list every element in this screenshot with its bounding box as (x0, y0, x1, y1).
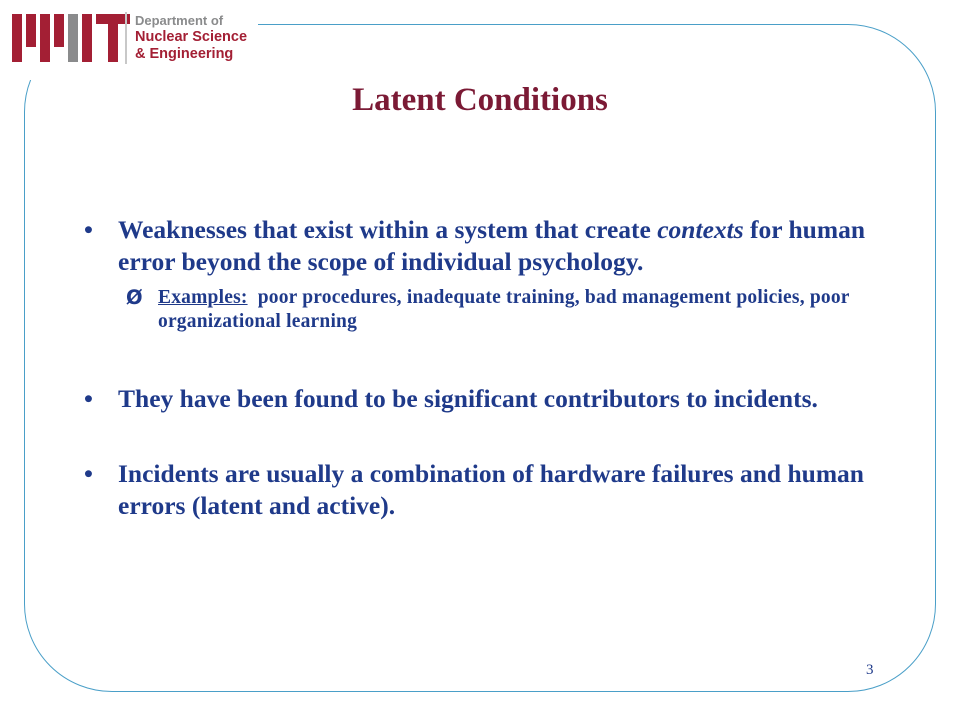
department-name (132, 12, 247, 63)
mit-logo (12, 12, 130, 64)
bullet-icon: • (84, 459, 93, 488)
bullet-item-1 (84, 214, 884, 278)
bullet-text: Weaknesses that exist within a system that create (118, 215, 658, 244)
bullet-text: They have been found to be significant contributors to incidents. (118, 384, 818, 413)
dept-line-1: Department of (135, 13, 224, 28)
bullet-item-3 (84, 458, 884, 522)
dept-line-3: & Engineering (135, 46, 234, 62)
sub-bullet-examples (84, 286, 884, 334)
bullet-item-2 (84, 383, 884, 415)
arrow-bullet-icon: Ø (126, 286, 143, 309)
bullet-icon: • (84, 384, 93, 413)
examples-label: Examples: (158, 287, 248, 308)
slide-title: Latent Conditions (352, 82, 608, 118)
slide-body (84, 214, 884, 522)
page-number: 3 (866, 662, 874, 678)
bullet-icon: • (84, 215, 93, 244)
bullet-text: Incidents are usually a combination of hardware failures and human errors (latent and active). (118, 459, 864, 520)
bullet-text-cont: for human error beyond the scope of individual psychology. (118, 215, 866, 276)
examples-text: poor procedures, inadequate training, bad management policies, poor organizational learning (158, 287, 855, 332)
bullet-emphasis: contexts (657, 215, 744, 244)
dept-line-2: Nuclear Science (135, 29, 248, 45)
